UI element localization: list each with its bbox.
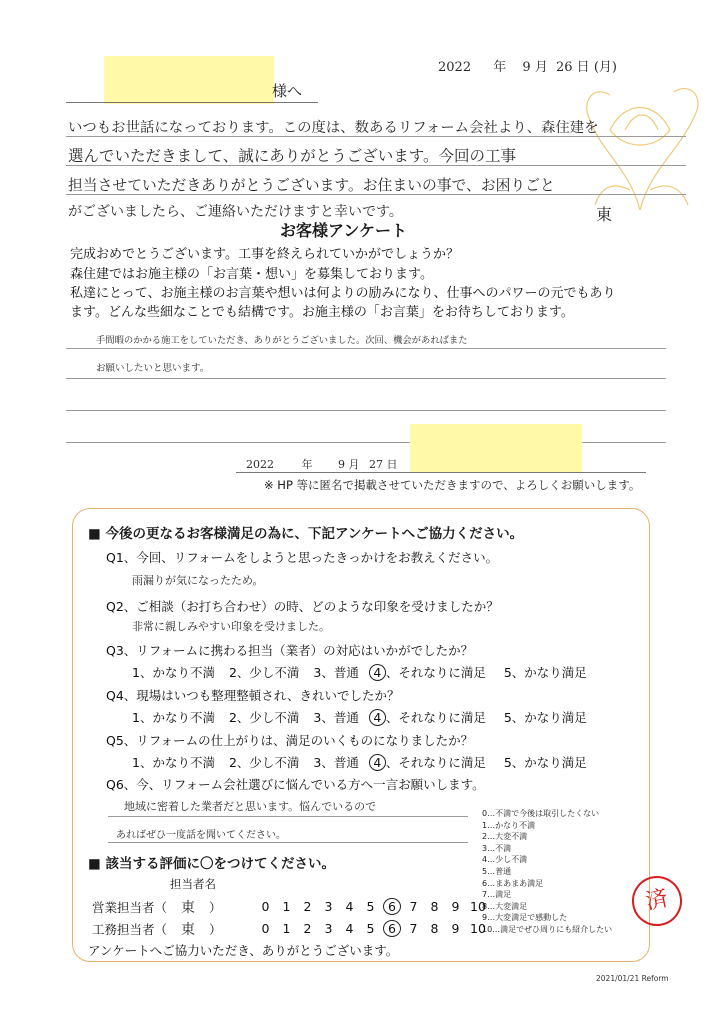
sales-label: 営業担当者（ xyxy=(92,900,168,915)
rating-legend xyxy=(482,808,612,936)
q2-question: Q2、ご相談（お打ち合わせ）の時、どのような印象を受けましたか？ xyxy=(106,599,499,614)
legend-0: 0…不満で今後は取引したくない xyxy=(482,809,600,818)
questionnaire-heading: ■ 今後の更なるお客様満足の為に、下記アンケートへご協力ください。 xyxy=(88,526,524,542)
q3-options xyxy=(132,663,587,681)
works-label: 工務担当者（ xyxy=(92,922,168,937)
recipient-suffix: 様へ xyxy=(272,82,303,100)
q4-selected-circle: 4 xyxy=(369,709,386,726)
q5-option-5[interactable]: 5、かなり満足 xyxy=(503,755,587,770)
recipient-underline xyxy=(66,102,318,103)
q3-option-1[interactable]: 1、かなり不満 xyxy=(132,665,215,680)
sales-score-1[interactable]: 1 xyxy=(282,899,291,914)
letter-body-line-4: がございましたら、ご連絡いただけますと幸いです。 xyxy=(68,204,403,220)
legend-1: 1…かなり不満 xyxy=(482,820,536,830)
sales-row xyxy=(92,897,222,917)
customer-name-redaction xyxy=(410,424,582,472)
q1-question: Q1、今回、リフォームをしようと思ったきっかけをお教えください。 xyxy=(106,550,499,565)
legend-2: 2…大変不満 xyxy=(482,832,528,842)
sales-paren-close: ） xyxy=(208,900,222,915)
q6-line-2 xyxy=(108,842,468,843)
survey-date xyxy=(246,456,398,472)
survey-date-year-label: 年 xyxy=(301,458,313,471)
rating-heading: ■ 該当する評価に〇をつけてください。 xyxy=(88,856,335,872)
works-score-5[interactable]: 5 xyxy=(366,921,375,936)
q4-option-4[interactable] xyxy=(369,710,486,725)
q5-option-3[interactable]: 3、普通 xyxy=(313,755,359,770)
letter-body-line-3: 担当させていただきありがとうございます。お住まいの事で、お困りごと xyxy=(68,177,555,194)
legend-9: 9…大変満足で感動した xyxy=(482,913,568,923)
comment-line-1 xyxy=(66,348,666,349)
works-score-6[interactable]: 6 xyxy=(383,920,401,937)
legend-3: 3…不満 xyxy=(482,843,512,853)
sales-score-4[interactable]: 4 xyxy=(345,899,354,914)
q4-option-4-label: 、それなりに満足 xyxy=(385,710,486,725)
works-paren-close: ） xyxy=(208,922,222,937)
q3-option-4-label: 、それなりに満足 xyxy=(385,665,486,680)
sales-score-0[interactable]: 0 xyxy=(261,899,270,914)
legend-6: 6…まあまあ満足 xyxy=(482,878,544,888)
letter-date-month-label: 月 xyxy=(534,60,548,75)
sales-score-2[interactable]: 2 xyxy=(303,899,312,914)
works-row xyxy=(92,919,222,939)
q3-option-3[interactable]: 3、普通 xyxy=(313,665,359,680)
works-score-1[interactable]: 1 xyxy=(282,921,291,936)
q3-option-5[interactable]: 5、かなり満足 xyxy=(503,665,587,680)
survey-intro-line-1: 完成おめでとうございます。工事を終えられていかがでしょうか？ xyxy=(70,247,459,262)
sales-score-3[interactable]: 3 xyxy=(324,899,333,914)
legend-7: 7…満足 xyxy=(482,890,512,900)
sales-name: 東 xyxy=(181,900,195,916)
q3-selected-circle: 4 xyxy=(369,664,386,681)
q5-selected-circle: 4 xyxy=(369,754,386,771)
q1-answer: 雨漏りが気になったため。 xyxy=(132,574,264,587)
q2-answer: 非常に親しみやすい印象を受けました。 xyxy=(132,620,330,633)
works-score-2[interactable]: 2 xyxy=(303,921,312,936)
q4-options xyxy=(132,708,587,726)
legend-10: 10…満足でぜひ周りにも紹介したい xyxy=(482,924,613,934)
survey-date-month: 9 xyxy=(338,458,345,471)
q4-option-2[interactable]: 2、少し不満 xyxy=(228,710,300,725)
sales-score-7[interactable]: 7 xyxy=(409,899,418,914)
letter-date-month: 9 xyxy=(522,60,531,75)
legend-8: 8…大変満足 xyxy=(482,901,528,911)
q3-option-2[interactable]: 2、少し不満 xyxy=(228,665,300,680)
q5-option-4[interactable] xyxy=(369,755,486,770)
works-score-8[interactable]: 8 xyxy=(430,921,439,936)
works-score-9[interactable]: 9 xyxy=(451,921,460,936)
q5-option-2[interactable]: 2、少し不満 xyxy=(228,755,300,770)
works-score-10[interactable]: 10 xyxy=(470,921,486,936)
survey-title: お客様アンケート xyxy=(280,221,408,240)
works-score-4[interactable]: 4 xyxy=(345,921,354,936)
letter-date-year-label: 年 xyxy=(493,60,507,75)
footer-version: 2021/01/21 Reform xyxy=(596,974,669,983)
comment-text-line-2: お願いしたいと思います。 xyxy=(96,363,210,374)
survey-intro-line-3: 私達にとって、お施主様のお言葉や想いは何よりの励みになり、仕事へのパワーの元でもあり xyxy=(70,286,616,301)
sales-score-6[interactable]: 6 xyxy=(383,898,401,915)
q5-option-4-label: 、それなりに満足 xyxy=(385,755,486,770)
q5-question: Q5、リフォームの仕上がりは、満足のいくものになりましたか？ xyxy=(106,733,474,748)
q4-option-1[interactable]: 1、かなり不満 xyxy=(132,710,215,725)
survey-date-day-label: 日 xyxy=(386,458,398,471)
letter-body-line-1: いつもお世話になっております。この度は、数あるリフォーム会社より、森住建を xyxy=(68,120,599,136)
sales-score-8[interactable]: 8 xyxy=(430,899,439,914)
recipient-redaction xyxy=(104,56,274,104)
stamp-text: 済 xyxy=(643,885,671,916)
letter-date-day: 26 xyxy=(555,60,573,75)
letter-signature: 東 xyxy=(596,205,613,224)
staff-name-label: 担当者名 xyxy=(170,877,216,891)
survey-intro-line-2: 森住建ではお施主様の「お言葉・想い」を募集しております。 xyxy=(70,267,433,282)
survey-notice: ※ HP 等に匿名で掲載させていただきますので、よろしくお願いします。 xyxy=(264,478,641,492)
works-score-3[interactable]: 3 xyxy=(324,921,333,936)
works-score-0[interactable]: 0 xyxy=(261,921,270,936)
q6-answer-line-2: あればぜひ一度話を聞いてください。 xyxy=(116,830,286,841)
sales-score-5[interactable]: 5 xyxy=(366,899,375,914)
works-score-7[interactable]: 7 xyxy=(409,921,418,936)
legend-4: 4…少し不満 xyxy=(482,855,528,865)
thanks-text: アンケートへご協力いただき、ありがとうございます。 xyxy=(88,943,399,958)
q5-option-1[interactable]: 1、かなり不満 xyxy=(132,755,215,770)
q3-question: Q3、リフォームに携わる担当（業者）の対応はいかがでしたか？ xyxy=(106,643,474,658)
q3-option-4[interactable] xyxy=(369,665,486,680)
survey-date-underline xyxy=(236,472,646,473)
q4-option-5[interactable]: 5、かなり満足 xyxy=(503,710,587,725)
letter-date-day-label: 日 xyxy=(576,60,590,75)
q4-question: Q4、現場はいつも整理整頓され、きれいでしたか？ xyxy=(106,688,400,703)
q6-line-1 xyxy=(108,816,468,817)
sales-scale xyxy=(255,898,490,915)
letter-date-year: 2022 xyxy=(438,60,472,75)
legend-5: 5…普通 xyxy=(482,866,512,876)
survey-date-month-label: 月 xyxy=(348,458,360,471)
survey-date-year: 2022 xyxy=(246,458,274,471)
flower-decoration-icon xyxy=(570,70,710,220)
comment-line-2 xyxy=(66,378,666,379)
q4-option-3[interactable]: 3、普通 xyxy=(313,710,359,725)
q6-answer-line-1: 地域に密着した業者だと思います。悩んでいるので xyxy=(124,800,377,813)
letter-body-line-2: 選んでいただきまして、誠にありがとうございます。今回の工事 xyxy=(68,147,516,165)
q6-question: Q6、今、リフォーム会社選びに悩んでいる方へ一言お願いします。 xyxy=(106,777,485,792)
sales-score-9[interactable]: 9 xyxy=(451,899,460,914)
survey-intro-line-4: ます。どんな些細なことでも結構です。お施主様の「お言葉」をお待ちしております。 xyxy=(70,305,574,320)
q5-options xyxy=(132,753,587,771)
works-scale xyxy=(255,920,490,937)
works-name: 東 xyxy=(181,922,195,938)
sales-score-10[interactable]: 10 xyxy=(470,899,486,914)
comment-line-3 xyxy=(66,410,666,411)
letter-date-weekday: (月) xyxy=(593,60,617,75)
survey-date-day: 27 xyxy=(369,458,383,471)
comment-text-line-1: 手間暇のかかる施工をしていただき、ありがとうございました。次回、機会があればまた xyxy=(96,335,468,346)
